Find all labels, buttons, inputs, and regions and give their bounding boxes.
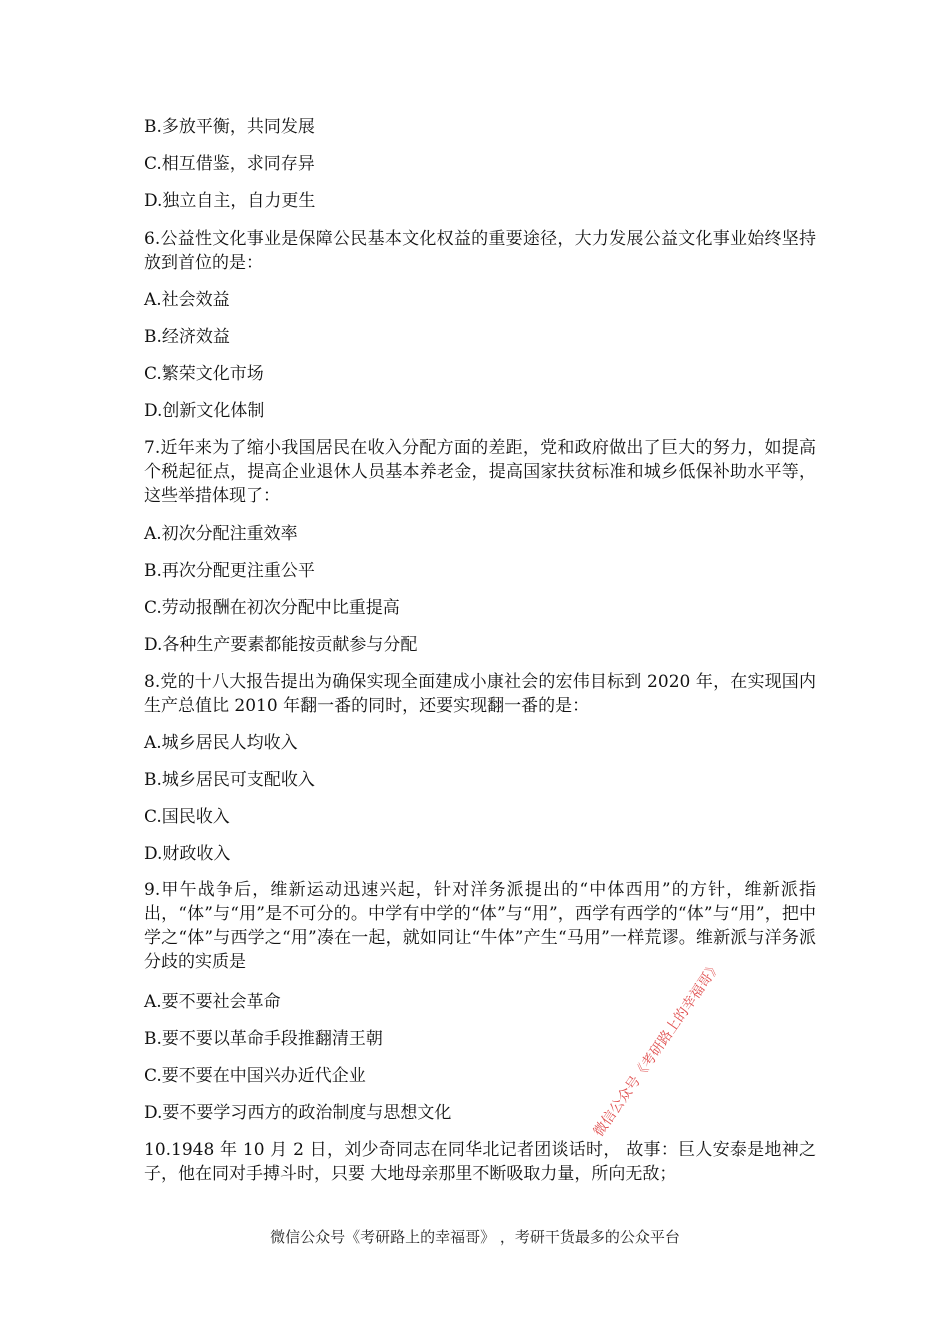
q7-option-c: C.劳动报酬在初次分配中比重提高 [144, 598, 400, 618]
q6-option-c: C.繁荣文化市场 [144, 364, 264, 384]
q7-option-b: B.再次分配更注重公平 [144, 561, 315, 581]
q8-option-a: A.城乡居民人均收入 [144, 733, 298, 753]
q9-option-a: A.要不要社会革命 [144, 992, 281, 1012]
q5-option-d: D.独立自主，自力更生 [144, 191, 316, 211]
q6-stem: 6.公益性文化事业是保障公民基本文化权益的重要途径，大力发展公益文化事业始终坚持放到首位的是： [144, 229, 816, 273]
q7-option-d: D.各种生产要素都能按贡献参与分配 [144, 635, 418, 655]
q8-stem: 8.党的十八大报告提出为确保实现全面建成小康社会的宏伟目标到 2020 年，在实现国内生产总值比 2010 年翻一番的同时，还要实现翻一番的是： [144, 672, 816, 716]
q9-option-d: D.要不要学习西方的政治制度与思想文化 [144, 1103, 452, 1123]
q7-option-a: A.初次分配注重效率 [144, 524, 298, 544]
q8-option-c: C.国民收入 [144, 807, 230, 827]
q5-option-b: B.多放平衡，共同发展 [144, 117, 315, 137]
q9-stem: 9.甲午战争后，维新运动迅速兴起，针对洋务派提出的“中体西用”的方针，维新派指出，“体”与“用”是不可分的。中学有中学的“体”与“用”，西学有西学的“体”与“用”，把中学之“体”与西学之“用”凑在一起，就如同让“牛体”产生“马用”一样荒谬。维新派与洋务派分歧的实质是 [144, 880, 816, 972]
q9-option-c: C.要不要在中国兴办近代企业 [144, 1066, 366, 1086]
q9-option-b: B.要不要以革命手段推翻清王朝 [144, 1029, 383, 1049]
page-footer: 微信公众号《考研路上的幸福哥》 ，考研干货最多的公众平台 [270, 1228, 680, 1246]
q10-stem: 10.1948 年 10 月 2 日，刘少奇同志在同华北记者团谈话时， 故事：巨人安泰是地神之子，他在同对手搏斗时，只要 大地母亲那里不断吸取力量，所向无敌； [144, 1140, 816, 1184]
q6-option-a: A.社会效益 [144, 290, 230, 310]
q7-stem: 7.近年来为了缩小我国居民在收入分配方面的差距，党和政府做出了巨大的努力，如提高个税起征点，提高企业退休人员基本养老金，提高国家扶贫标准和城乡低保补助水平等，这些举措体现了： [144, 438, 816, 506]
q8-option-d: D.财政收入 [144, 844, 231, 864]
q6-option-b: B.经济效益 [144, 327, 230, 347]
watermark-stamp: 微信公众号《考研路上的幸福哥》 [590, 958, 725, 1140]
q8-option-b: B.城乡居民可支配收入 [144, 770, 315, 790]
q6-option-d: D.创新文化体制 [144, 401, 265, 421]
q5-option-c: C.相互借鉴，求同存异 [144, 154, 315, 174]
